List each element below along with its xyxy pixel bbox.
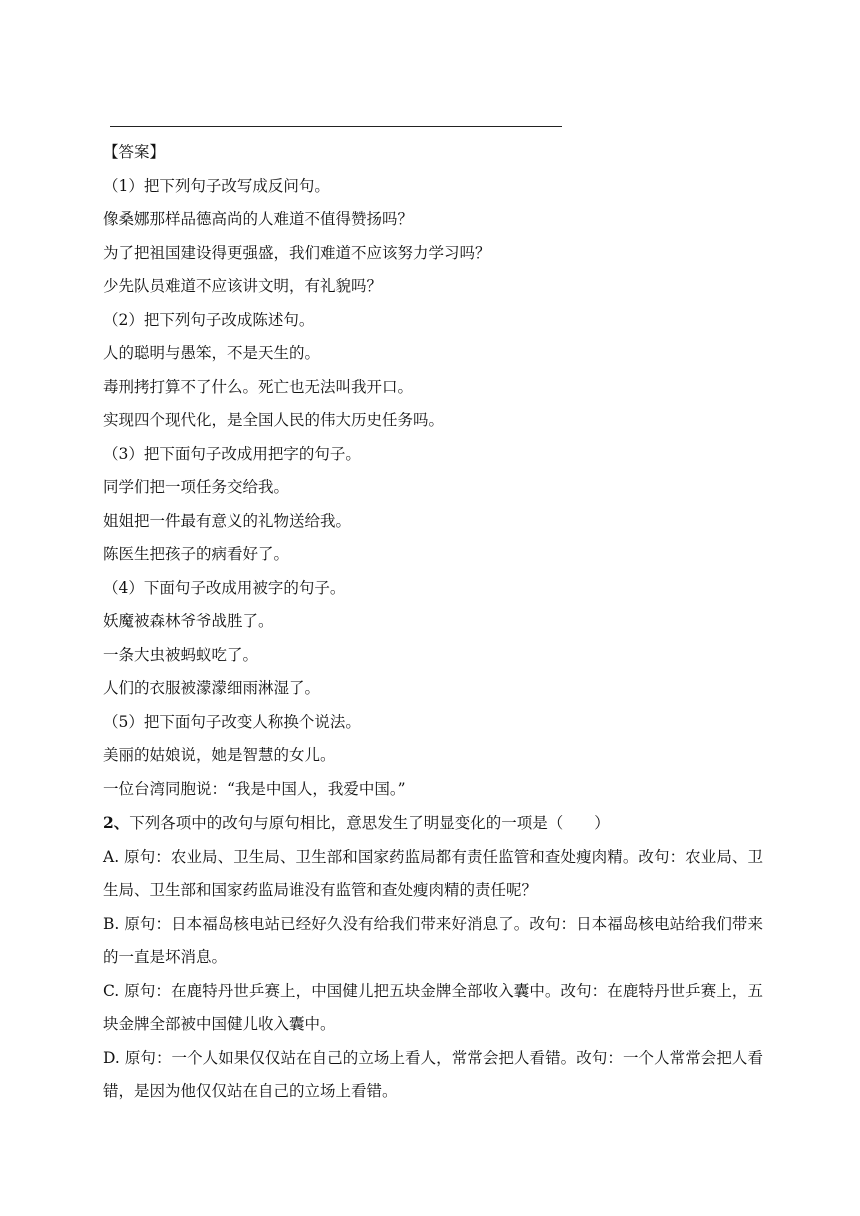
question-number: 2、: [103, 813, 130, 832]
option-letter: D.: [103, 1048, 120, 1067]
option-letter: C.: [103, 981, 120, 1000]
answer-line: 毒刑拷打算不了什么。死亡也无法叫我开口。: [103, 377, 414, 396]
question-2-stem: [103, 812, 763, 834]
answer-list: [103, 176, 763, 800]
answer-line: 姐姐把一件最有意义的礼物送给我。: [103, 511, 352, 530]
option-text: 原句：农业局、卫生局、卫生部和国家药监局都有责任监管和查处瘦肉精。改句：农业局、卫生局、卫生部和国家药监局谁没有监管和查处瘦肉精的责任呢？: [103, 847, 763, 899]
answer-line: 人们的衣服被濛濛细雨淋湿了。: [103, 679, 321, 697]
answer-line: 人的聪明与愚笨，不是天生的。: [103, 344, 321, 362]
question-text: 下列各项中的改句与原句相比，意思发生了明显变化的一项是（ ）: [129, 814, 610, 832]
answer-line: 妖魔被森林爷爷战胜了。: [103, 612, 274, 630]
answer-line: 像桑娜那样品德高尚的人难道不值得赞扬吗？: [103, 210, 414, 228]
answer-line: 为了把祖国建设得更强盛，我们难道不应该努力学习吗？: [103, 243, 491, 262]
option-a: [103, 841, 763, 908]
option-b: [103, 908, 763, 975]
question-2-options: [103, 841, 763, 1109]
answer-line: 少先队员难道不应该讲文明，有礼貌吗？: [103, 277, 383, 295]
answer-line: 陈医生把孩子的病看好了。: [103, 545, 290, 563]
option-letter: A.: [103, 847, 120, 866]
document-content: [103, 142, 763, 1109]
answer-header: 【答案】: [103, 143, 166, 161]
answer-line: 一位台湾同胞说：“我是中国人，我爱中国。”: [103, 779, 406, 798]
answer-line: 实现四个现代化，是全国人民的伟大历史任务吗。: [103, 411, 445, 429]
option-c: [103, 975, 763, 1042]
option-text: 原句：日本福岛核电站已经好久没有给我们带来好消息了。改句：日本福岛核电站给我们带来的一直是坏消息。: [103, 914, 763, 966]
option-d: [103, 1042, 763, 1109]
answer-line: 一条大虫被蚂蚁吃了。: [103, 645, 259, 664]
answer-line: （2）把下列句子改成陈述句。: [103, 310, 315, 329]
answer-line: （3）把下面句子改成用把字的句子。: [103, 444, 361, 463]
answer-line: 同学们把一项任务交给我。: [103, 478, 290, 496]
answer-line: （5）把下面句子改变人称换个说法。: [103, 712, 361, 731]
option-text: 原句：在鹿特丹世乒赛上，中国健儿把五块金牌全部收入囊中。改句：在鹿特丹世乒赛上，五块金牌全部被中国健儿收入囊中。: [103, 981, 763, 1033]
answer-line: （1）把下列句子改写成反问句。: [103, 176, 330, 195]
horizontal-rule: [110, 126, 562, 127]
answer-line: （4）下面句子改成用被字的句子。: [103, 578, 346, 597]
option-text: 原句：一个人如果仅仅站在自己的立场上看人，常常会把人看错。改句：一个人常常会把人看错，是因为他仅仅站在自己的立场上看错。: [103, 1048, 763, 1100]
answer-line: 美丽的姑娘说，她是智慧的女儿。: [103, 746, 336, 764]
option-letter: B.: [103, 914, 120, 933]
